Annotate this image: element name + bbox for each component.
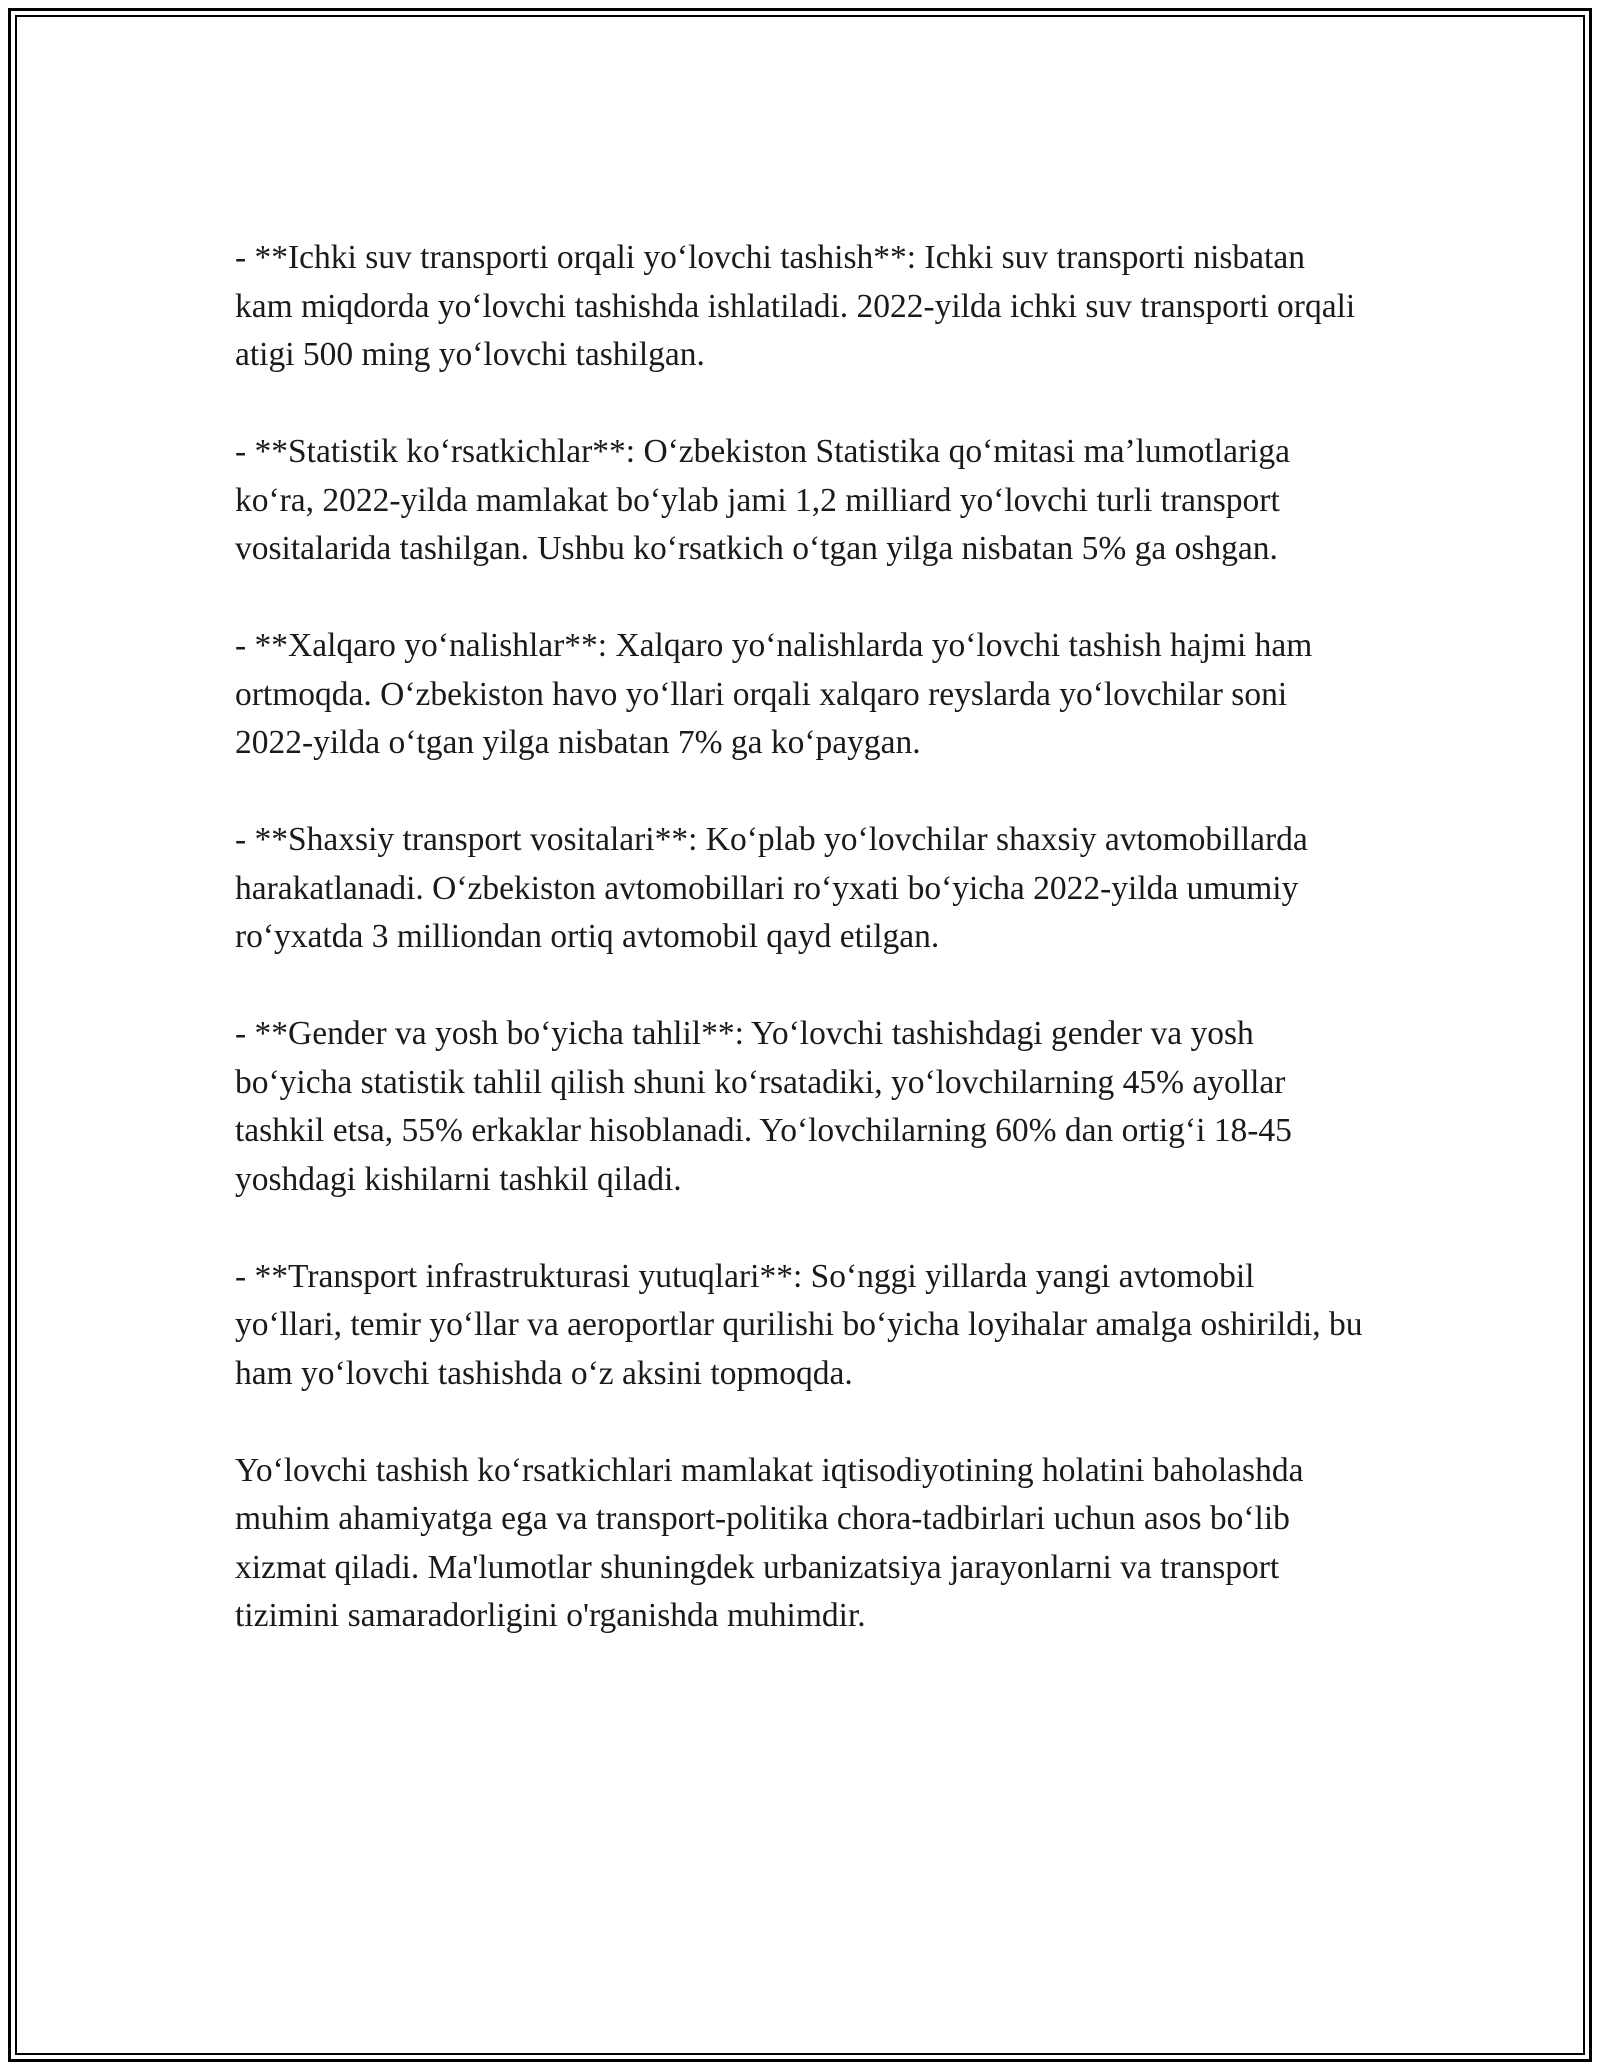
paragraph-infrastructure-achievements: - **Transport infrastrukturasi yutuqlari**: So‘nggi yillarda yangi avtomobil yo‘llari, temir yo‘llar va aeroportlar qurilishi bo‘yicha loyihalar amalga oshirildi, bu ham yo‘lovchi tashishda o‘z aksini topmoqda. [235,1257,1363,1392]
paragraph-private-vehicles: - **Shaxsiy transport vositalari**: Ko‘plab yo‘lovchilar shaxsiy avtomobillarda harakatlanadi. O‘zbekiston avtomobillari ro‘yxati bo‘yicha 2022-yilda umumiy ro‘yxatda 3 milliondan ortiq avtomobil qayd etilgan. [235,821,1308,955]
paragraph-inland-water-transport: - **Ichki suv transporti orqali yo‘lovchi tashish**: Ichki suv transporti nisbatan kam miqdorda yo‘lovchi tashishda ishlatiladi. 2022-yilda ichki suv transporti orqali atigi 500 ming yo‘lovchi tashilgan. [235,239,1356,373]
paragraph-gender-age-analysis: - **Gender va yosh bo‘yicha tahlil**: Yo‘lovchi tashishdagi gender va yosh bo‘yicha statistik tahlil qilish shuni ko‘rsatadiki, yo‘lovchilarning 45% ayollar tashkil etsa, 55% erkaklar hisoblanadi. Yo‘lovchilarning 60% dan ortig‘i 18-45 yoshdagi kishilarni tashkil qiladi. [235,1015,1292,1198]
paragraph-international-routes: - **Xalqaro yo‘nalishlar**: Xalqaro yo‘nalishlarda yo‘lovchi tashish hajmi ham ortmoqda. O‘zbekiston havo yo‘llari orqali xalqaro reyslarda yo‘lovchilar soni 2022-yilda o‘tgan yilga nisbatan 7% ga ko‘paygan. [235,627,1313,761]
paragraph-conclusion: Yo‘lovchi tashish ko‘rsatkichlari mamlakat iqtisodiyotining holatini baholashda muhim ahamiyatga ega va transport-politika chora-tadbirlari uchun asos bo‘lib xizmat qiladi. Ma'lumotlar shuningdek urbanizatsiya jarayonlarni va transport tizimini samaradorligini o'rganishda muhimdir. [235,1451,1304,1634]
paragraph-statistical-indicators: - **Statistik ko‘rsatkichlar**: O‘zbekiston Statistika qo‘mitasi ma’lumotlariga ko‘ra, 2022-yilda mamlakat bo‘ylab jami 1,2 milliard yo‘lovchi turli transport vositalarida tashilgan. Ushbu ko‘rsatkich o‘tgan yilga nisbatan 5% ga oshgan. [235,433,1291,567]
document-body [235,234,1365,1641]
